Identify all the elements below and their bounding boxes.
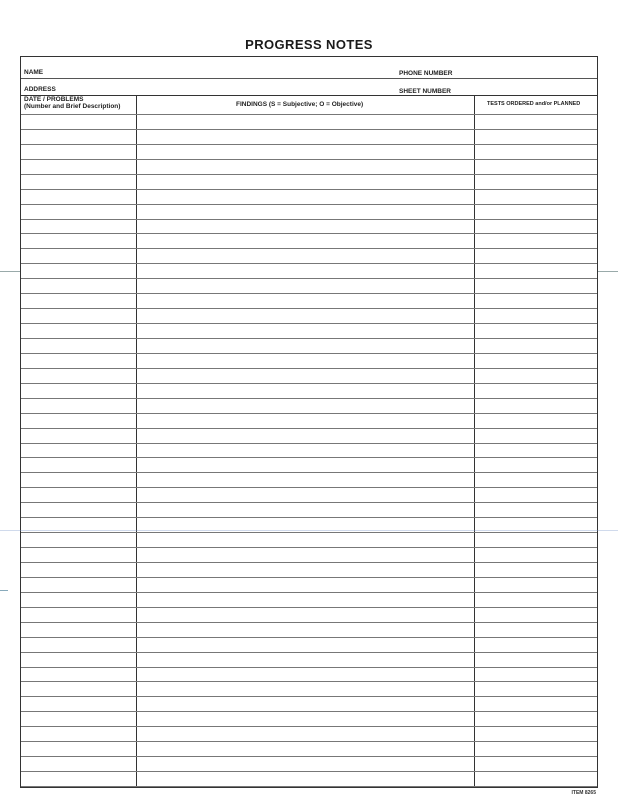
ruled-line [21, 577, 597, 578]
ruled-line [21, 428, 597, 429]
ruled-line [21, 517, 597, 518]
ruled-line [21, 487, 597, 488]
ruled-line [21, 637, 597, 638]
ruled-line [21, 219, 597, 220]
ruled-line [21, 696, 597, 697]
phone-number-label: PHONE NUMBER [399, 70, 453, 77]
ruled-line [21, 457, 597, 458]
ruled-line [21, 129, 597, 130]
item-code: ITEM 8265 [571, 790, 596, 796]
ruled-line [21, 756, 597, 757]
ruled-line [21, 562, 597, 563]
tests-column-divider [474, 95, 475, 787]
ruled-line [21, 248, 597, 249]
address-label: ADDRESS [24, 86, 56, 93]
ruled-line [21, 368, 597, 369]
ruled-line [21, 189, 597, 190]
findings-header: FINDINGS (S = Subjective; O = Objective) [236, 101, 364, 108]
ruled-line [21, 443, 597, 444]
tests-ordered-header: TESTS ORDERED and/or PLANNED [487, 101, 581, 107]
page-title: PROGRESS NOTES [245, 37, 373, 52]
ruled-line [21, 652, 597, 653]
ruled-line [21, 159, 597, 160]
ruled-line [21, 353, 597, 354]
ruled-line [21, 741, 597, 742]
ruled-line [21, 786, 597, 787]
ruled-line [21, 263, 597, 264]
scan-artifact [0, 271, 20, 272]
ruled-line [21, 204, 597, 205]
scan-artifact [598, 271, 618, 272]
ruled-line [21, 114, 597, 115]
date-column-divider [136, 95, 137, 787]
date-problems-subheader: (Number and Brief Description) [24, 103, 121, 110]
ruled-line [21, 726, 597, 727]
name-label: NAME [24, 69, 44, 76]
header-separator [21, 95, 597, 96]
ruled-line [21, 771, 597, 772]
ruled-line [21, 383, 597, 384]
ruled-line [21, 233, 597, 234]
ruled-line [21, 502, 597, 503]
ruled-line [21, 532, 597, 533]
scan-artifact [0, 530, 618, 531]
ruled-line [21, 711, 597, 712]
ruled-line [21, 547, 597, 548]
form-frame [20, 56, 598, 788]
date-problems-header: DATE / PROBLEMS [24, 96, 84, 103]
ruled-line [21, 293, 597, 294]
ruled-line [21, 681, 597, 682]
name-underline [21, 78, 597, 79]
ruled-line [21, 413, 597, 414]
ruled-line [21, 338, 597, 339]
ruled-line [21, 667, 597, 668]
ruled-line [21, 308, 597, 309]
sheet-number-label: SHEET NUMBER [399, 88, 452, 95]
ruled-line [21, 278, 597, 279]
ruled-line [21, 398, 597, 399]
scan-artifact [0, 590, 8, 591]
ruled-line [21, 622, 597, 623]
ruled-line [21, 607, 597, 608]
ruled-line [21, 323, 597, 324]
ruled-line [21, 174, 597, 175]
ruled-line [21, 472, 597, 473]
ruled-line [21, 592, 597, 593]
ruled-line [21, 144, 597, 145]
